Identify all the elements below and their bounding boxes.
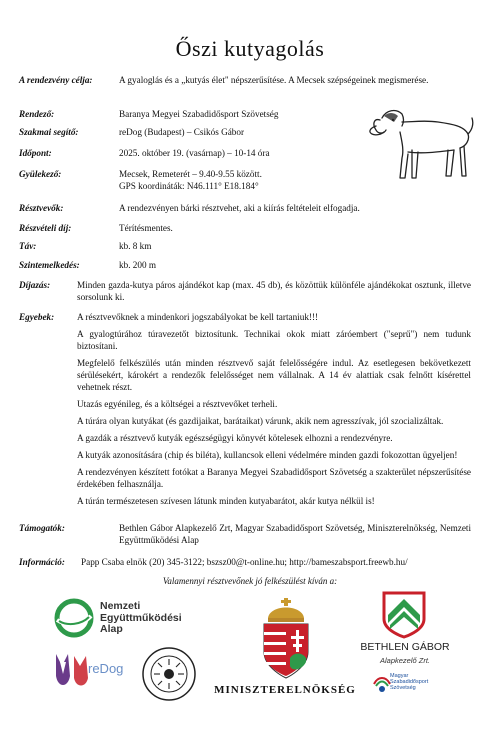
value-gyulekezo [119, 168, 471, 192]
egyebek-item: A gyalogtúrához túravezetőt biztosítunk. Technikai okok miatt záróembert ("seprű") nem tudunk biztosítani. [77, 329, 471, 351]
label-szint: Szintemelkedés: [19, 260, 80, 270]
label-dij: Részvételi díj: [19, 223, 72, 233]
label-tav: Táv: [19, 241, 37, 251]
closing-line: Valamennyi résztvevőnek jó felkészülést kíván a: [162, 576, 338, 586]
label-rendezo: Rendező: [19, 109, 55, 119]
bethlen-name: BETHLEN GÁBOR [360, 641, 450, 653]
egyebek-item: Megfelelő felkészülés után minden résztvevő saját felelősségére indul. Az esetlegesen bekövetkezett sérülésekért, károkért a rendezők felelősséget nem vállalnak. A 14 év alattiak csak felnőtt kísérettel vehetnek részt. [77, 358, 471, 392]
label-segito: Szakmai segítő: [19, 127, 79, 137]
label-idopont: Időpont: [19, 148, 52, 158]
value-info: Papp Csaba elnök (20) 345-3122; bszsz00@t-online.hu; http://bameszabsport.freewb.hu/ [81, 557, 408, 567]
label-gyulekezo: Gyülekező: [19, 169, 62, 179]
egyebek-item: A túrára olyan kutyákat (és gazdijaikat, barátaikat) várunk, akik nem agresszívak, jól szocializáltak. [77, 416, 444, 426]
coat-of-arms-icon [258, 596, 314, 680]
ministry-text: MINISZTERELNÖKSÉG [214, 684, 356, 696]
value-gyulekezo-line2: GPS koordináták: N46.111° E18.184° [119, 181, 259, 191]
value-tamogatok: Bethlen Gábor Alapkezelő Zrt, Magyar Szabadidősport Szövetség, Miniszterelnökség, Nemzeti Együttműködési Alap [119, 523, 471, 545]
value-cel: A gyaloglás és a „kutyás élet" népszerűsítése. A Mecsek szépségeinek megismerése. [119, 75, 429, 85]
value-idopont: 2025. október 19. (vasárnap) – 10-14 óra [119, 148, 270, 158]
egyebek-list [77, 311, 471, 512]
mszsz-logo [372, 672, 392, 694]
page-title: Őszi kutyagolás [175, 36, 325, 61]
value-szint: kb. 200 m [119, 260, 157, 270]
label-resztvevok: Résztvevők: [19, 203, 64, 213]
association-stamp [140, 645, 198, 703]
egyebek-item: A túrán természetesen szívesen látunk minden kutyabarátot, akár kutya nélkül is! [77, 496, 375, 506]
bethlen-gabor-logo [380, 589, 428, 639]
redog-text: reDog [88, 661, 124, 676]
egyebek-item: A gazdák a résztvevő kutyák egészségügyi könyvét kötelesek elhozni a rendezvényre. [77, 433, 393, 443]
egyebek-item: A résztvevőknek a mindenkori jogszabályokat be kell tartaniuk!!! [77, 312, 319, 322]
value-segito: reDog (Budapest) – Csikós Gábor [119, 127, 245, 137]
value-gyulekezo-line1: Mecsek, Remeterét – 9.40-9.55 között. [119, 169, 262, 179]
egyebek-item: A rendezvényen készített fotókat a Baranya Megyei Szabadidősport Szövetség a szakterület népszerűsítése érdekében felhasználja. [77, 467, 471, 489]
egyebek-item: A kutyák azonosítására (chip és biléta), kullancsok elleni védelmére minden gazdi fokozottan ügyeljen! [77, 450, 458, 460]
egyebek-item: Utazás egyénileg, és a költségei a résztvevőket terheli. [77, 399, 278, 409]
label-tamogatok: Támogatók: [19, 523, 65, 533]
value-dijazas: Minden gazda-kutya páros ajándékot kap (max. 45 db), és közöttük különféle ajándékokat osztunk, illetve sorsolunk ki. [77, 280, 471, 302]
value-dij: Térítésmentes. [119, 223, 173, 233]
value-rendezo: Baranya Megyei Szabadidősport Szövetség [119, 109, 279, 119]
nea-text: Nemzeti Együttműködési Alap [100, 600, 182, 635]
label-cel: A rendezvény célja: [19, 75, 93, 85]
value-resztvevok: A rendezvényen bárki résztvehet, aki a kiírás feltételeit elfogadja. [119, 203, 360, 213]
label-info: Információ: [19, 557, 65, 567]
label-egyebek: Egyebek: [19, 312, 55, 322]
bethlen-sub: Alapkezelő Zrt. [379, 656, 431, 665]
value-tav: kb. 8 km [119, 241, 152, 251]
mszsz-text: Magyar Szabadidősport Szövetség [390, 673, 429, 691]
label-dijazas: Díjazás: [19, 280, 51, 290]
